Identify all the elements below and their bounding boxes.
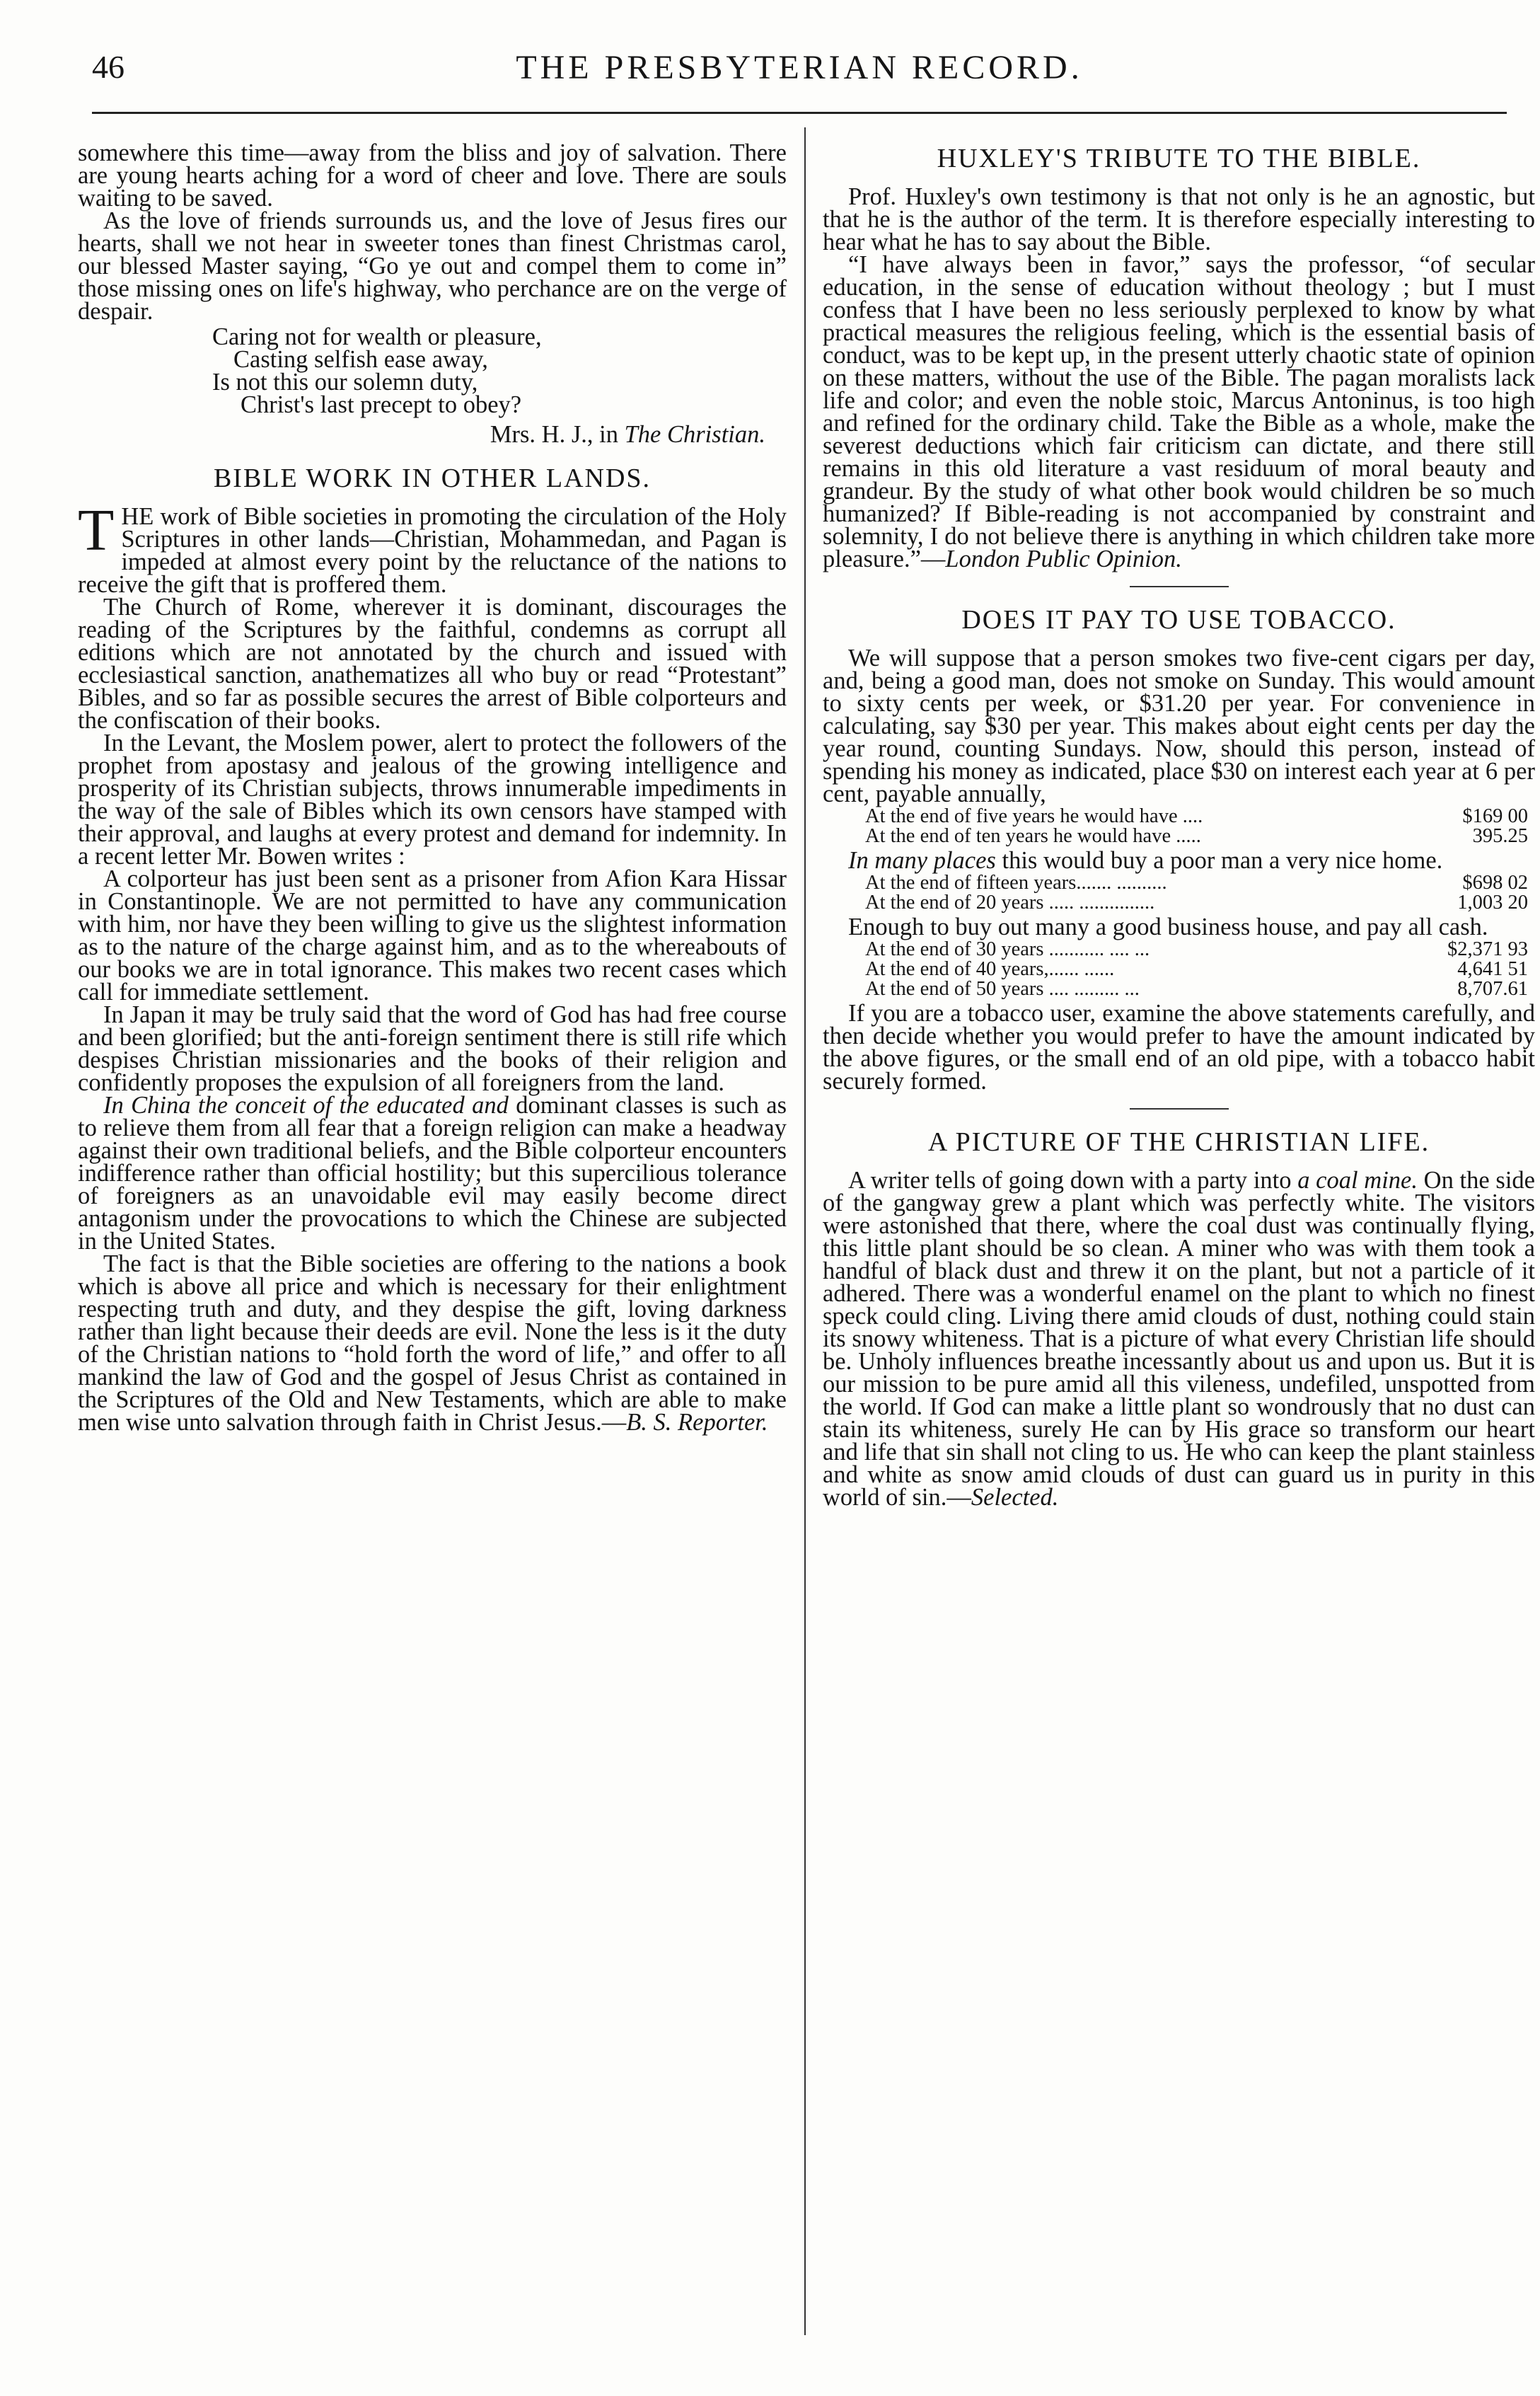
poem-attribution: Mrs. H. J., in The Christian.	[490, 421, 765, 448]
paragraph: In Japan it may be truly said that the word of God has had free course and been glorified; but the anti-foreign sentiment there is still rife which despises Christian missionaries and the books of their religion and confidently proposes the expulsion of all foreigners from the land.	[78, 1001, 787, 1096]
column-divider	[804, 127, 806, 2335]
article-heading: BIBLE WORK IN OTHER LANDS.	[213, 463, 652, 493]
table-row: At the end of five years he would have .... $169 00	[865, 805, 1528, 827]
paragraph: A writer tells of going down with a party into a coal mine. On the side of the gangway grew a plant which was perfectly white. The visitors were astonished that there, where the coal dust was continually flying, this little plant should be so clean. A miner who was with them took a handful of black dust and threw it on the plant, but not a particle of it adhered. There was a wonderful enamel on the plant to which no finest speck could cling. Living there amid clouds of dust, nothing could stain its snowy whiteness. That is a picture of what every Christian life should be. Unholy influences breathe incessantly about us and upon us. But it is our mission to be pure amid all this vileness, undefiled, unspotted from the world. If God can make a little plant so wondrously that no dust can stain its whiteness, surely He can by His grace so transform our heart and life that sin shall not cling to us. He who can keep the plant stainless and white as snow amid clouds of dust can guard us in purity in this world of sin.—Selected.	[823, 1167, 1535, 1511]
left-column	[78, 139, 787, 1436]
article-source: B. S. Reporter.	[626, 1409, 768, 1436]
savings-table	[865, 873, 1535, 913]
table-row: At the end of fifteen years....... .......... $698 02	[865, 872, 1528, 894]
savings-table	[865, 940, 1535, 999]
attribution-source: The Christian.	[624, 421, 765, 448]
paragraph: A colporteur has just been sent as a prisoner from Afion Kara Hissar in Constantinople. We are not permitted to have any communication with him, nor have they been willing to give us the slightest information as to the nature of the charge against him, and as to the whereabouts of our books we are in total ignorance. This makes two recent cases which call for immediate settlement.	[78, 865, 787, 1006]
paragraph: “I have always been in favor,” says the professor, “of secular education, in the sense of education without theology ; but I must confess that I have been no less seriously perplexed to know by what practical measures the religious feeling, which is the essential basis of conduct, was to be kept up, in the present utterly chaotic state of opinion on these matters, without the use of the Bible. The pagan moralists lack life and color; and even the noble stoic, Marcus Antoninus, is too high and refined for the ordinary child. Take the Bible as a whole, make the severest deductions which fair criticism can dictate, and there still remains in this old literature a vast residuum of moral beauty and grandeur. By the study of what other book would children be so much humanized? If Bible-reading is not accompanied by constraint and solemnity, I do not believe there is anything in which children take more pleasure.”—London Public Opinion.	[823, 251, 1535, 572]
page-number: 46	[92, 49, 125, 85]
paragraph: In the Levant, the Moslem power, alert to protect the followers of the prophet from apostasy and jealous of the growing intelligence and prosperity of its Christian subjects, throws innumerable impediments in the way of the sale of Bibles which its own censors have stamped with their approval, and laughs at every protest and demand for indemnity. In a recent letter Mr. Bowen writes :	[78, 730, 787, 870]
table-row: At the end of 20 years ..... ............... 1,003 20	[865, 892, 1528, 914]
paragraph: The Church of Rome, wherever it is dominant, discourages the reading of the Scriptures by the faithful, condemns as corrupt all editions which are not annotated by the church and issued with ecclesiastical sanction, anathematizes all who buy or read “Protestant” Bibles, and so far as possible secures the arrest of Bible colporteurs and the confiscation of their books.	[78, 594, 787, 734]
header-rule	[92, 112, 1507, 114]
article-source: Selected.	[971, 1484, 1059, 1511]
paragraph: If you are a tobacco user, examine the above statements carefully, and then decide whether you would prefer to have the amount indicated by the above figures, or the small end of an old pipe, with a tobacco habit securely formed.	[823, 1000, 1535, 1095]
page-header	[92, 42, 1507, 99]
section-rule	[1130, 1108, 1229, 1110]
article-source: London Public Opinion.	[945, 546, 1182, 572]
paragraph: Enough to buy out many a good business house, and pay all cash.	[848, 914, 1488, 940]
poem-line: Caring not for wealth or pleasure,	[212, 323, 542, 350]
table-row: At the end of 50 years .... ......... ... 8,707.61	[865, 978, 1528, 1000]
paragraph: Prof. Huxley's own testimony is that not only is he an agnostic, but that he is the author of the term. It is therefore especially interesting to hear what he has to say about the Bible.	[823, 183, 1535, 255]
table-row: At the end of ten years he would have ..... 395.25	[865, 825, 1528, 847]
drop-cap: T	[78, 497, 115, 563]
poem-line: Casting selfish ease away,	[233, 346, 488, 373]
section-rule	[1130, 586, 1229, 587]
poem	[78, 323, 787, 418]
paragraph: In many places this would buy a poor man a very nice home.	[848, 847, 1443, 874]
article-heading: DOES IT PAY TO USE TOBACCO.	[961, 605, 1396, 635]
paragraph: THE work of Bible societies in promoting the circulation of the Holy Scriptures in other lands—Christian, Mohammedan, and Pagan is impeded at almost every point by the reluctance of the nations to receive the gift that is proffered them.	[78, 497, 787, 598]
poem-line: Christ's last precept to obey?	[241, 391, 522, 418]
savings-table	[865, 807, 1535, 846]
paragraph: As the love of friends surrounds us, and the love of Jesus fires our hearts, shall we not hear in sweeter tones than finest Christmas carol, our blessed Master saying, “Go ye out and compel them to come in” those missing ones on life's highway, who perchance are on the verge of despair.	[78, 207, 787, 325]
paragraph: We will suppose that a person smokes two five-cent cigars per day, and, being a good man, does not smoke on Sunday. This would amount to sixty cents per week, or $31.20 per year. For convenience in calculating, say $30 per year. This makes about eight cents per day the year round, counting Sundays. Now, should this person, instead of spending his money as indicated, place $30 on interest each year at 6 per cent, payable annually,	[823, 645, 1535, 807]
right-column	[823, 142, 1535, 1509]
table-row: At the end of 30 years ........... .... ... $2,371 93	[865, 938, 1528, 960]
article-heading: HUXLEY'S TRIBUTE TO THE BIBLE.	[937, 144, 1421, 173]
article-heading: A PICTURE OF THE CHRISTIAN LIFE.	[927, 1127, 1430, 1157]
paragraph: The fact is that the Bible societies are offering to the nations a book which is above all price and which is necessary for their enlightment respecting truth and duty, and they despise the gift, loving darkness rather than light because their deeds are evil. None the less is it the duty of the Christian nations to “hold forth the word of life,” and offer to all mankind the law of God and the gospel of Jesus Christ as contained in the Scriptures of the Old and New Testaments, which are able to make men wise unto salvation through faith in Christ Jesus.—B. S. Reporter.	[78, 1250, 787, 1436]
running-title: THE PRESBYTERIAN RECORD.	[516, 49, 1083, 86]
poem-line: Is not this our solemn duty,	[212, 369, 478, 396]
paragraph: In China the conceit of the educated and dominant classes is such as to relieve them from all fear that a foreign religion can make a headway against their own traditional beliefs, and the Bible colporteur encounters indifference rather than official hostility; but this supercilious tolerance of foreigners as an unavoidable evil may easily become direct antagonism under the provocations to which the Chinese are subjected in the United States.	[78, 1092, 787, 1255]
article-continuation: somewhere this time—away from the bliss and joy of salvation. There are young hearts aching for a word of cheer and love. There are souls waiting to be saved.	[78, 139, 787, 212]
table-row: At the end of 40 years,...... ...... 4,641 51	[865, 958, 1528, 980]
